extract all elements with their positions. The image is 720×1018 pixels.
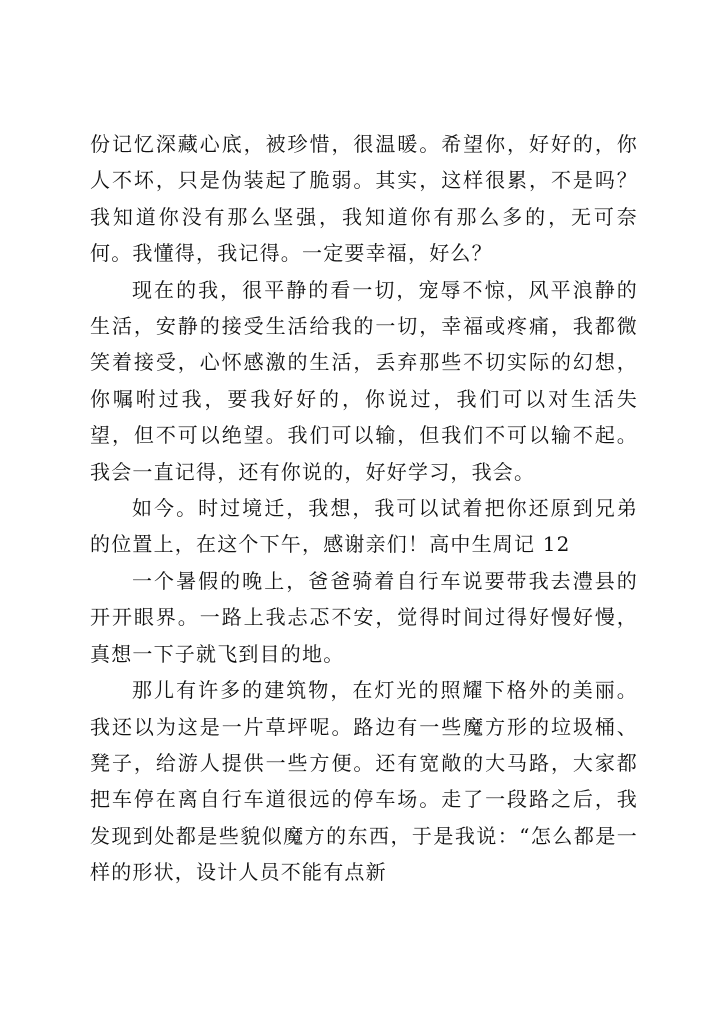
paragraph-3: 如今。时过境迁，我想，我可以试着把你还原到兄弟的位置上，在这个下午，感谢亲们！高中生周记 12 [90,496,638,557]
paragraph-5: 那儿有许多的建筑物，在灯光的照耀下格外的美丽。我还以为这是一片草坪呢。路边有一些魔方形的垃圾桶、凳子，给游人提供一些方便。还有宽敞的大马路，大家都把车停在离自行车道很远的停车场。走了一段路之后，我发现到处都是些貌似魔方的东西，于是我说：“怎么都是一样的形状，设计人员不能有点新 [90,678,638,885]
paragraph-4: 一个暑假的晚上，爸爸骑着自行车说要带我去澧县的开开眼界。一路上我忐忑不安，觉得时间过得好慢好慢，真想一下子就飞到目的地。 [90,568,638,666]
paragraph-2: 现在的我，很平静的看一切，宠辱不惊，风平浪静的生活，安静的接受生活给我的一切，幸福或疼痛，我都微笑着接受，心怀感激的生活，丢弃那些不切实际的幻想，你嘱咐过我，要我好好的，你说过，我们可以对生活失望，但不可以绝望。我们可以输，但我们不可以输不起。我会一直记得，还有你说的，好好学习，我会。 [90,277,638,484]
paragraph-1: 份记忆深藏心底，被珍惜，很温暖。希望你，好好的，你人不坏，只是伪装起了脆弱。其实，这样很累，不是吗？我知道你没有那么坚强，我知道你有那么多的，无可奈何。我懂得，我记得。一定要幸福，好么？ [90,132,638,266]
document-body [90,126,638,891]
